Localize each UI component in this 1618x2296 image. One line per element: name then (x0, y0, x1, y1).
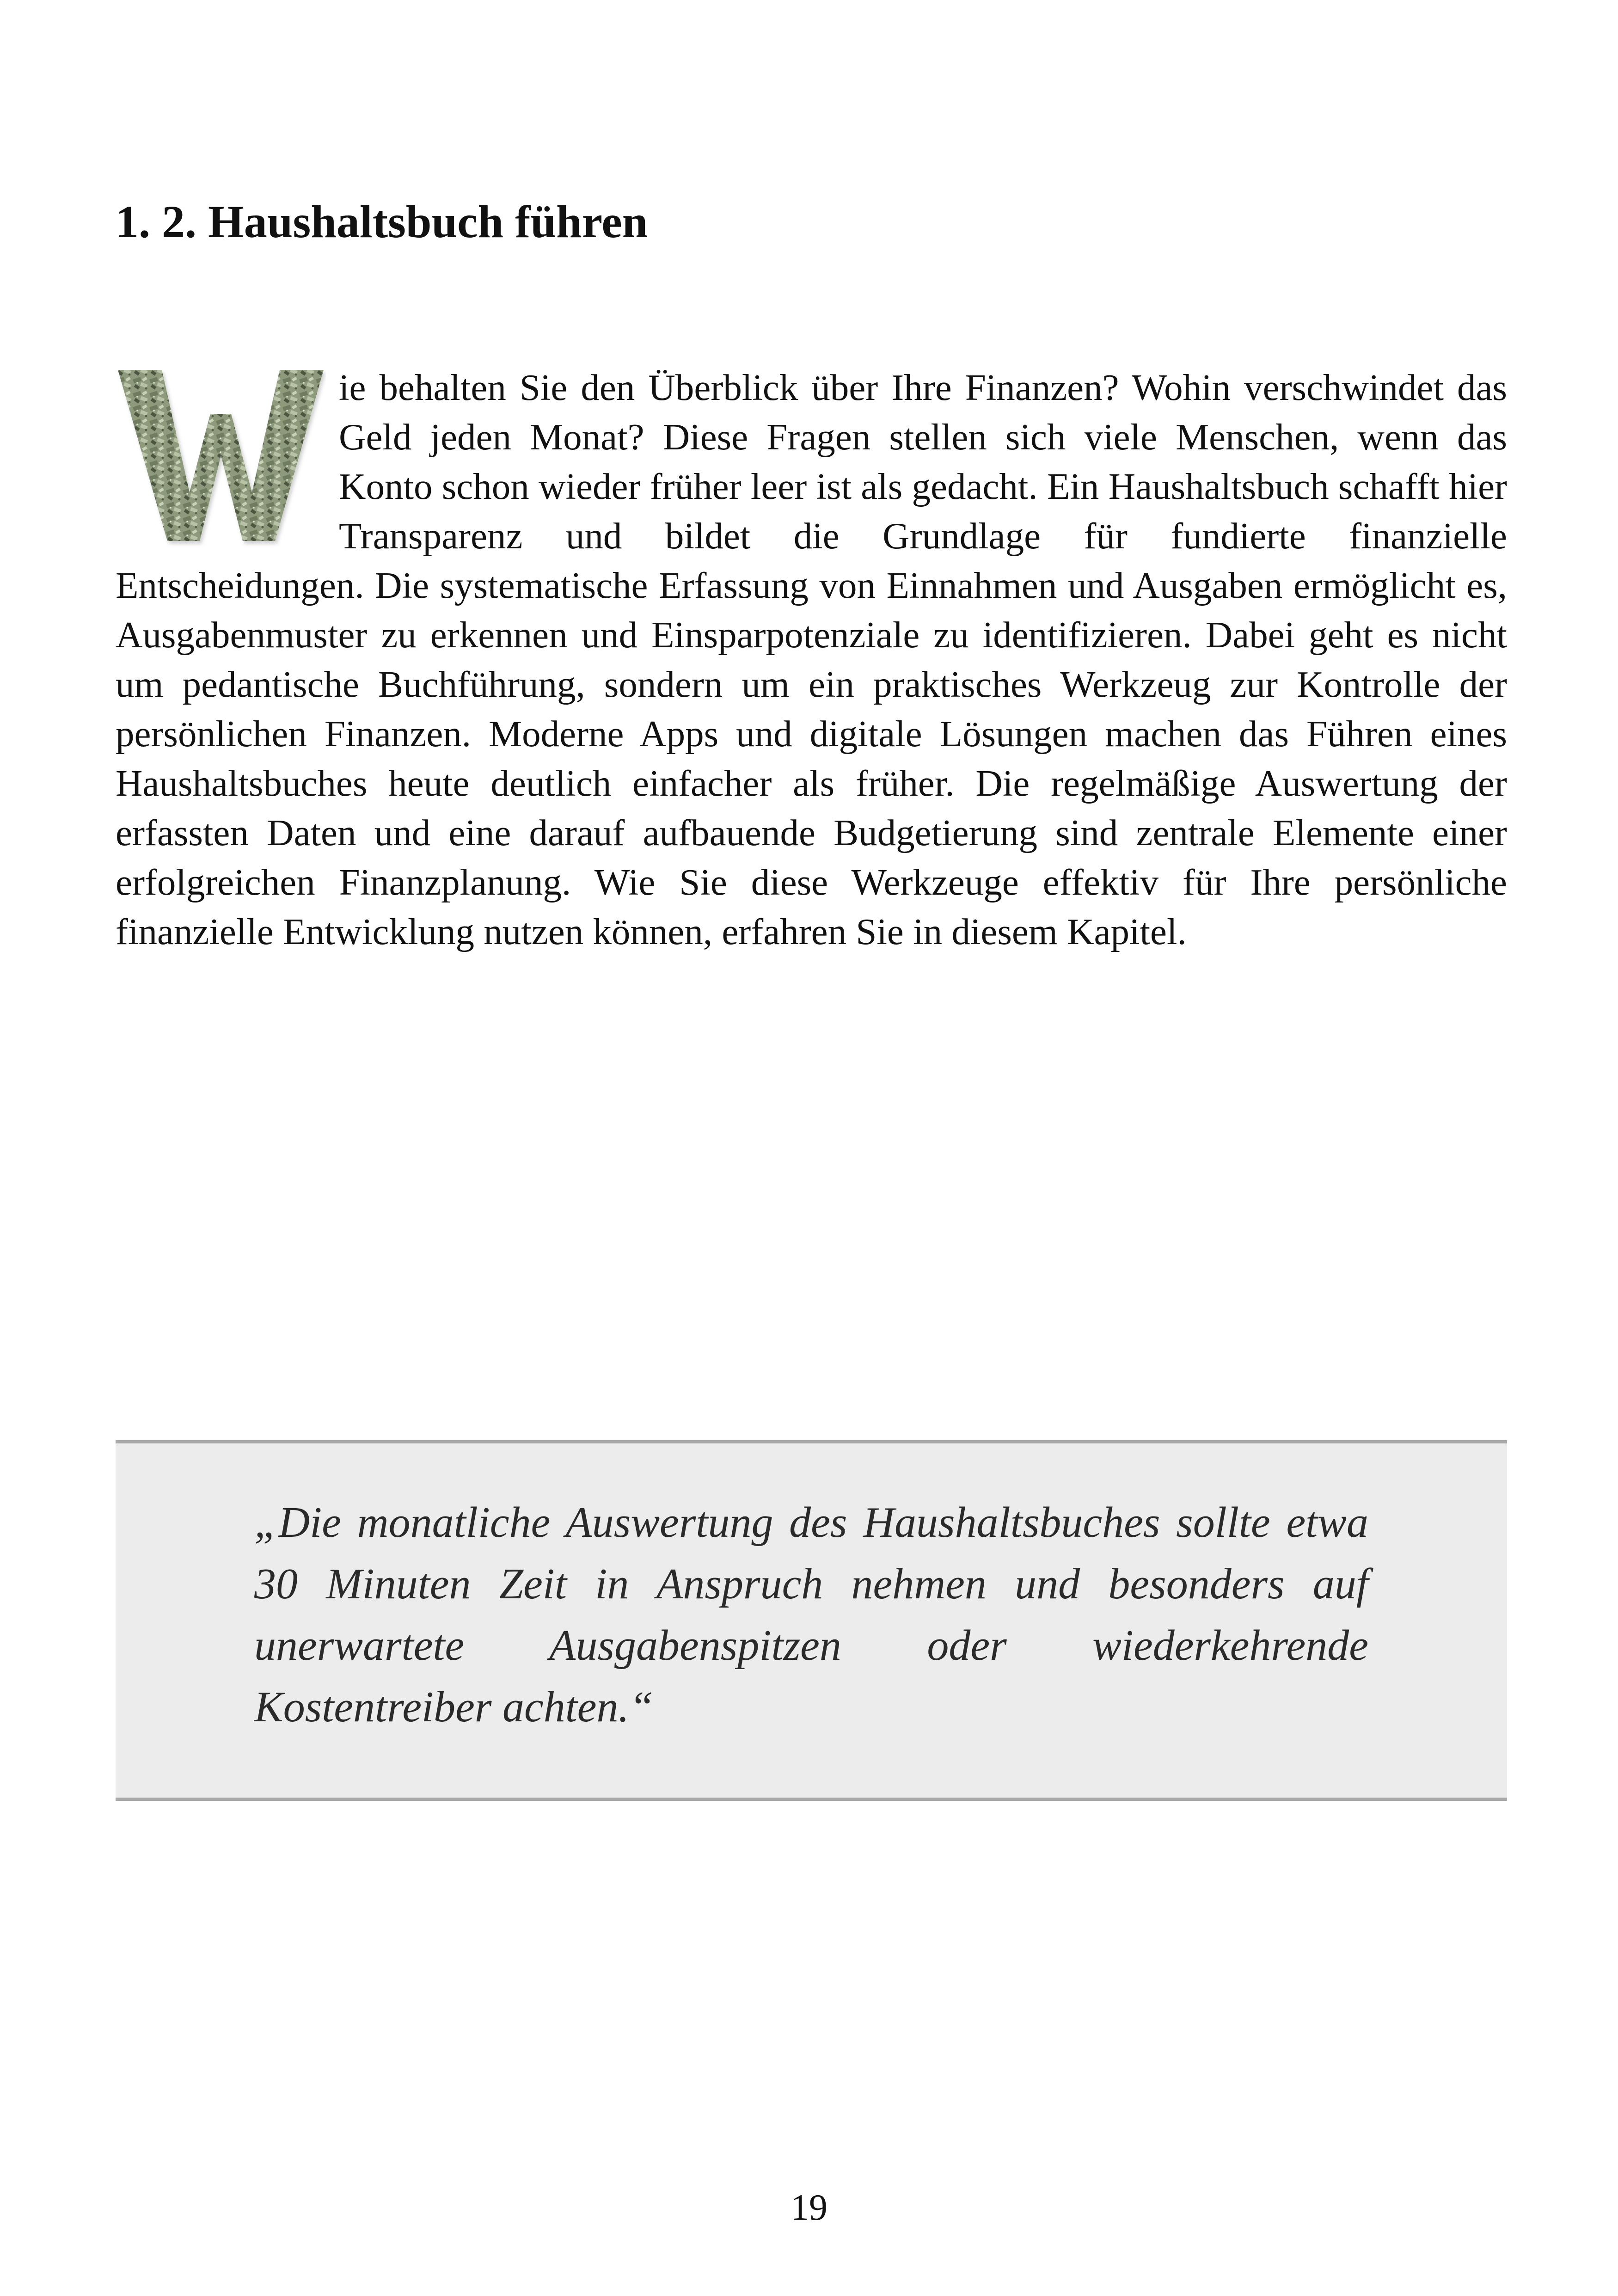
body-text: ie behalten Sie den Überblick über Ihre Finanzen? Wohin verschwindet das Geld jeden Monat? Diese Fragen stellen sich viele Menschen, wenn das Konto schon wieder früher leer ist als gedacht. Ein Haushaltsbuch schafft hier Transparenz und bildet die Grundlage für fundierte finanzielle Entscheidungen. Die systematische Erfassung von Einnahmen und Ausgaben ermöglicht es, Ausgabenmuster zu erkennen und Einsparpotenziale zu identifizieren. Dabei geht es nicht um pedantische Buchführung, sondern um ein praktisches Werkzeug zur Kontrolle der persönlichen Finanzen. Moderne Apps und digitale Lösungen machen das Führen eines Haushaltsbuches heute deutlich einfacher als früher. Die regelmäßige Auswertung der erfassten Daten und eine darauf aufbauende Budgetierung sind zentrale Elemente einer erfolgreichen Finanzplanung. Wie Sie diese Werkzeuge effektiv für Ihre persönliche finanzielle Entwicklung nutzen können, erfahren Sie in diesem Kapitel. (116, 367, 1507, 952)
body-paragraph (116, 363, 1507, 957)
drop-cap-money-icon (116, 363, 326, 548)
section-heading: 1. 2. Haushaltsbuch führen (116, 196, 648, 247)
quote-box (116, 1440, 1507, 1801)
quote-text: „Die monatliche Auswertung des Haushaltsbuches sollte etwa 30 Minuten Zeit in Anspruch nehmen und besonders auf unerwartete Ausgabenspitzen oder wiederkehrende Kostentreiber achten.“ (254, 1498, 1368, 1731)
page-number: 19 (791, 2187, 827, 2228)
